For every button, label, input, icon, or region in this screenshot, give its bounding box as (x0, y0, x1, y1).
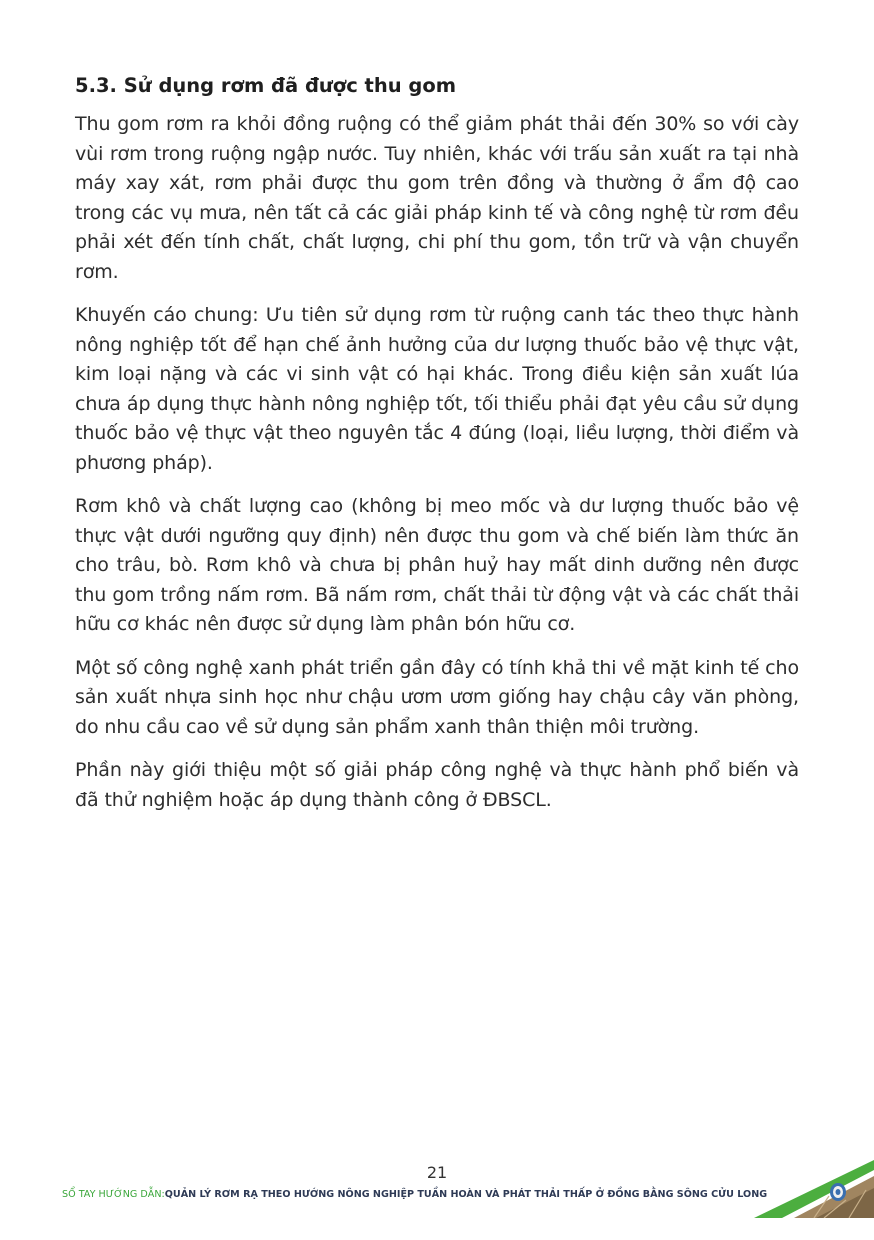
footer (62, 1189, 767, 1200)
footer-title: QUẢN LÝ RƠM RẠ THEO HƯỚNG NÔNG NGHIỆP TUẦN HOÀN VÀ PHÁT THẢI THẤP Ở ĐỒNG BẰNG SÔNG CỬU LONG (164, 1189, 768, 1200)
paragraph: Một số công nghệ xanh phát triển gần đây có tính khả thi về mặt kinh tế cho sản xuất nhựa sinh học như chậu ươm ươm giống hay chậu cây văn phòng, do nhu cầu cao về sử dụng sản phẩm xanh thân thiện môi trường. (75, 656, 799, 738)
paragraph: Rơm khô và chất lượng cao (không bị meo mốc và dư lượng thuốc bảo vệ thực vật dưới ngưỡng quy định) nên được thu gom và chế biến làm thức ăn cho trâu, bò. Rơm khô và chưa bị phân huỷ hay mất dinh dưỡng nên được thu gom trồng nấm rơm. Bã nấm rơm, chất thải từ động vật và các chất thải hữu cơ khác nên được sử dụng làm phân bón hữu cơ. (75, 495, 799, 635)
page-number: 21 (426, 1163, 448, 1182)
page-content (75, 70, 799, 829)
section-heading: 5.3. Sử dụng rơm đã được thu gom (75, 74, 457, 97)
paragraph: Khuyến cáo chung: Ưu tiên sử dụng rơm từ ruộng canh tác theo thực hành nông nghiệp tốt để hạn chế ảnh hưởng của dư lượng thuốc bảo vệ thực vật, kim loại nặng và các vi sinh vật có hại khác. Trong điều kiện sản xuất lúa chưa áp dụng thực hành nông nghiệp tốt, tối thiểu phải đạt yêu cầu sử dụng thuốc bảo vệ thực vật theo nguyên tắc 4 đúng (loại, liều lượng, thời điểm và phương pháp). (75, 304, 799, 474)
paragraph: Phần này giới thiệu một số giải pháp công nghệ và thực hành phổ biến và đã thử nghiệm hoặc áp dụng thành công ở ĐBSCL. (75, 759, 799, 811)
paragraph: Thu gom rơm ra khỏi đồng ruộng có thể giảm phát thải đến 30% so với cày vùi rơm trong ruộng ngập nước. Tuy nhiên, khác với trấu sản xuất ra tại nhà máy xay xát, rơm phải được thu gom trên đồng và thường ở ẩm độ cao trong các vụ mưa, nên tất cả các giải pháp kinh tế và công nghệ từ rơm đều phải xét đến tính chất, chất lượng, chi phí thu gom, tồn trữ và vận chuyển rơm. (75, 113, 799, 283)
footer-prefix: SỔ TAY HƯỚNG DẪN: (62, 1189, 165, 1200)
corner-decoration-icon (754, 1160, 874, 1218)
